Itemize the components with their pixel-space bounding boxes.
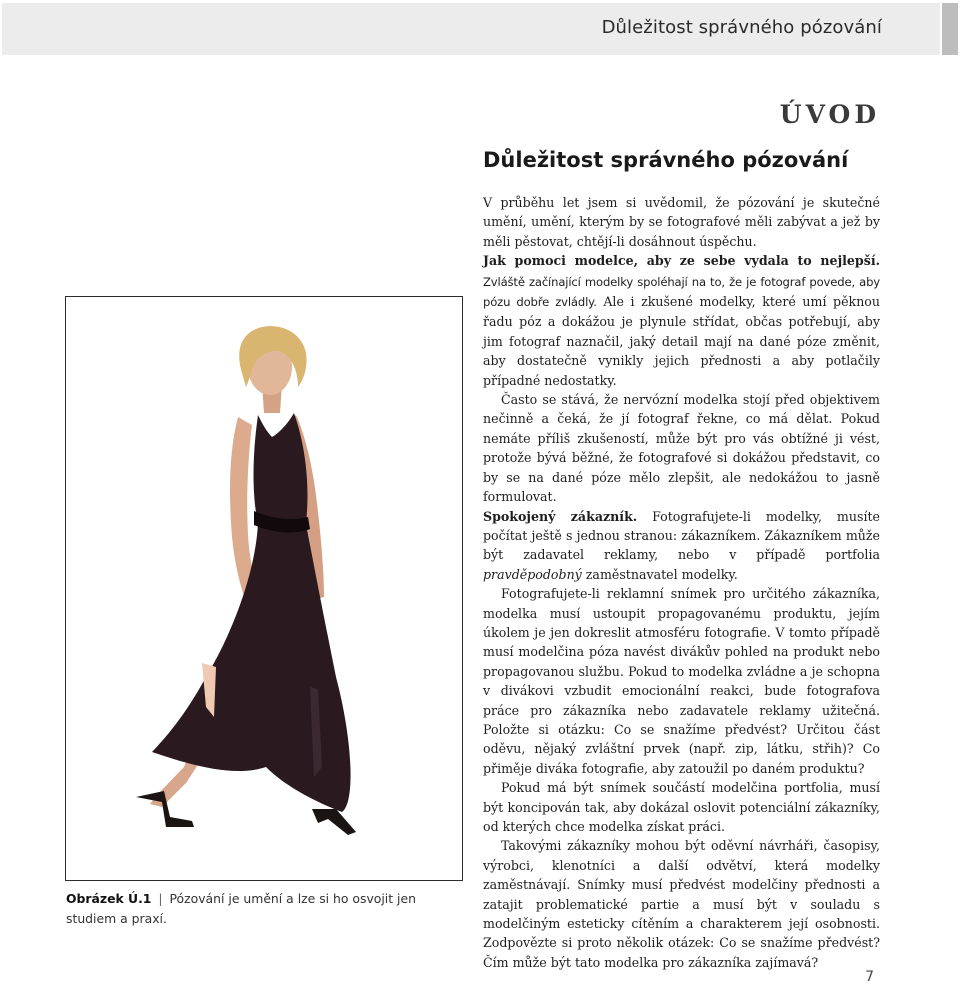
header-thumb-tab [942, 3, 958, 55]
page-number: 7 [865, 969, 874, 985]
chapter-label: ÚVOD [779, 100, 880, 129]
body-text-column [483, 193, 880, 972]
caption-text: Pózování je umění a lze si ho osvojit jen studiem a praxí. [66, 891, 416, 926]
paragraph-6: Pokud má být snímek součástí modelčina portfolia, musí být koncipován tak, aby dokázal oslovit potenciální zákazníky, od kterých chce modelka získat práci. [483, 780, 880, 834]
paragraph-3: Často se stává, že nervózní modelka stojí před objektivem nečinně a čeká, že jí fotograf řekne, co má dělat. Pokud nemáte příliš zkušeností, může být pro vás obtížné ji vést, protože bývá běžné, že fotografové si dokážou představit, co by se na dané póze mělo zlepšit, ale nedokážou to jasně formulovat. [483, 392, 880, 505]
running-head: Důležitost správného pózování [601, 17, 882, 38]
paragraph-4-lead: Spokojený zákazník. [483, 508, 638, 524]
model-shoe-back [136, 791, 194, 827]
caption-separator: | [158, 891, 163, 906]
paragraph-4-italic: pravděpodobný [483, 566, 582, 582]
figure-caption [66, 889, 464, 929]
paragraph-4-end: zaměstnavatel modelky. [581, 566, 738, 582]
section-title: Důležitost správného pózování [483, 148, 849, 172]
paragraph-2-text: Ale i zkušené modelky, které umí pěknou řadu póz a dokážou je plynule střídat, občas potřebují, aby jim fotograf naznačil, jaký detail mají na dané póze změnit, aby dostatečně vynikly jejich přednosti a aby potlačily případné nedostatky. [483, 294, 880, 388]
paragraph-4-text: Fotografujete-li modelky, musíte počítat ještě s jednou stranou: zákazníkem. Zákazníkem může být zadavatel reklamy, nebo v případě portfolia [483, 508, 880, 563]
paragraph-4 [483, 507, 880, 585]
paragraph-2 [483, 251, 880, 390]
paragraph-1: V průběhu let jsem si uvědomil, že pózování je skutečné umění, umění, kterým by se fotografové měli zabývat a jež by měli pěstovat, chtějí-li dosáhnout úspěchu. [483, 195, 880, 249]
figure-photo-frame [65, 296, 463, 881]
paragraph-2-sans: Zvláště začínající modelky spoléhají na to, že je fotograf povede, aby pózu dobře zvládly. [483, 274, 880, 310]
caption-label: Obrázek Ú.1 [66, 891, 152, 906]
paragraph-5: Fotografujete-li reklamní snímek pro určitého zákazníka, modelka musí ustoupit propagovanému produktu, jejím úkolem je jen dokreslit atmosféru fotografie. V tomto případě musí modelčina póza navést divákův pohled na produkt nebo propagovanou službu. Pokud to modelka zvládne a je schopna v divákovi vzbudit emocionální reakci, bude fotografova práce pro zákazníka nebo zadavatele reklamy užitečná. Položte si otázku: Co se snažíme předvést? Určitou část oděvu, nějaký zvláštní prvek (např. zip, látku, střih)? Co přiměje diváka fotografie, aby zatoužil po daném produktu? [483, 586, 880, 776]
model-shoe-front [312, 809, 356, 835]
model-photo [66, 297, 462, 880]
paragraph-7: Takovými zákazníky mohou být oděvní návrháři, časopisy, výrobci, klenotníci a další odvětví, která modelky zaměstnávají. Snímky musí předvést modelčiny přednosti a zatajit problematické partie a musí být v souladu s modelčiným esteticky cítěním a charakterem její osobnosti. Zodpovězte si proto několik otázek: Co se snažíme předvést? Čím může být tato modelka pro zákazníka zajímavá? [483, 838, 880, 970]
paragraph-2-lead: Jak pomoci modelce, aby ze sebe vydala to nejlepší. [483, 253, 880, 269]
